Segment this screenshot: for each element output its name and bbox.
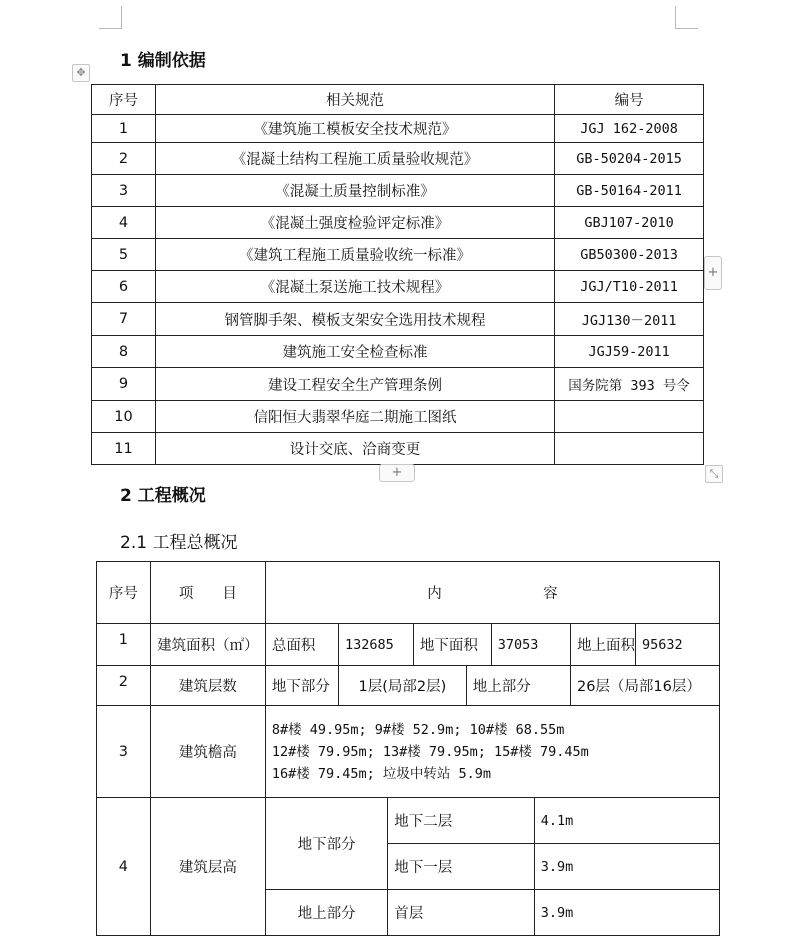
overview-header-row: [97, 562, 720, 624]
cell-label: 地上面积: [570, 624, 635, 666]
table-row: [97, 666, 720, 706]
row-item: 建筑檐高: [150, 706, 265, 798]
row-no: 6: [92, 271, 156, 303]
row-item: 建筑层高: [150, 798, 265, 936]
row-item: 建筑层数: [150, 666, 265, 706]
section-title-basis: 1 编制依据: [120, 51, 206, 71]
spec-name: 《混凝土强度检验评定标准》: [155, 207, 554, 239]
section-title-overview: 2 工程概况: [120, 486, 206, 506]
eave-heights: [265, 706, 719, 798]
cell-value: 3.9m: [534, 890, 719, 936]
row-no: 5: [92, 239, 156, 271]
spec-name: 《混凝土泵送施工技术规程》: [155, 271, 554, 303]
spec-name: 钢管脚手架、模板支架安全选用技术规程: [155, 303, 554, 336]
cell-label: 地下部分: [265, 798, 387, 890]
spec-name: 《混凝土质量控制标准》: [155, 175, 554, 207]
cell-value: 4.1m: [534, 798, 719, 844]
table-row: [97, 624, 720, 666]
cell-value: 26层（局部16层）: [570, 666, 719, 706]
header-code: 编号: [555, 85, 704, 115]
row-no: 1: [92, 115, 156, 143]
spec-code: GB50300-2013: [555, 239, 704, 271]
spec-code: [555, 401, 704, 433]
table-row: [92, 207, 704, 239]
add-row-icon[interactable]: +: [379, 464, 415, 482]
row-no: 3: [97, 706, 151, 798]
row-no: 1: [97, 624, 151, 666]
table-row: [92, 115, 704, 143]
cell-value: 132685: [339, 624, 414, 666]
table-row: [92, 143, 704, 175]
table-row: [92, 368, 704, 401]
row-no: 7: [92, 303, 156, 336]
spec-code: GB-50164-2011: [555, 175, 704, 207]
page-corner-mark-left: [99, 6, 122, 29]
row-no: 4: [97, 798, 151, 936]
spec-code: GB-50204-2015: [555, 143, 704, 175]
basis-header-row: [92, 85, 704, 115]
spec-name: 《混凝土结构工程施工质量验收规范》: [155, 143, 554, 175]
cell-value: 37053: [491, 624, 570, 666]
spec-code: GBJ107-2010: [555, 207, 704, 239]
table-row: [92, 239, 704, 271]
cell-value: 95632: [635, 624, 719, 666]
table-row: [97, 798, 720, 844]
spec-name: 《建筑施工模板安全技术规范》: [155, 115, 554, 143]
cell-value: 1层(局部2层): [339, 666, 467, 706]
add-column-icon[interactable]: +: [704, 256, 722, 290]
row-no: 4: [92, 207, 156, 239]
move-icon[interactable]: ✥: [72, 64, 90, 82]
row-item: 建筑面积（㎡）: [150, 624, 265, 666]
cell-label: 地下二层: [388, 798, 535, 844]
subsection-title: 2.1 工程总概况: [120, 533, 238, 553]
cell-label: 地下一层: [388, 844, 535, 890]
spec-code: JGJ130－2011: [555, 303, 704, 336]
table-row: [92, 303, 704, 336]
table-row: [92, 336, 704, 368]
cell-label: 地下面积: [413, 624, 491, 666]
table-row: [92, 175, 704, 207]
spec-name: 设计交底、洽商变更: [155, 433, 554, 465]
row-no: 10: [92, 401, 156, 433]
cell-label: 地上部分: [265, 890, 387, 936]
spec-code: JGJ/T10-2011: [555, 271, 704, 303]
cell-value: 3.9m: [534, 844, 719, 890]
spec-code: JGJ 162-2008: [555, 115, 704, 143]
page-corner-mark-right: [675, 6, 698, 29]
table-row: [92, 401, 704, 433]
row-no: 3: [92, 175, 156, 207]
table-row: [97, 706, 720, 798]
header-no: 序号: [92, 85, 156, 115]
header-spec: 相关规范: [155, 85, 554, 115]
cell-label: 地上部分: [466, 666, 570, 706]
spec-code: [555, 433, 704, 465]
resize-icon[interactable]: ⤡: [705, 465, 723, 483]
spec-name: 信阳恒大翡翠华庭二期施工图纸: [155, 401, 554, 433]
overview-table: [96, 561, 720, 936]
overview-header-no: 序号: [97, 562, 151, 624]
basis-table: [91, 84, 704, 465]
overview-header-content: 内 容: [265, 562, 719, 624]
cell-label: 总面积: [265, 624, 338, 666]
table-row: [92, 433, 704, 465]
eave-line: 16#楼 79.45m; 垃圾中转站 5.9m: [271, 765, 492, 782]
row-no: 2: [97, 666, 151, 706]
row-no: 11: [92, 433, 156, 465]
eave-line: 8#楼 49.95m; 9#楼 52.9m; 10#楼 68.55m: [271, 721, 565, 738]
table-row: [92, 271, 704, 303]
row-no: 9: [92, 368, 156, 401]
spec-name: 建设工程安全生产管理条例: [155, 368, 554, 401]
cell-label: 地下部分: [265, 666, 338, 706]
overview-header-item: 项 目: [150, 562, 265, 624]
spec-code: 国务院第 393 号令: [555, 368, 704, 401]
spec-name: 建筑施工安全检查标准: [155, 336, 554, 368]
spec-code: JGJ59-2011: [555, 336, 704, 368]
spec-name: 《建筑工程施工质量验收统一标准》: [155, 239, 554, 271]
eave-line: 12#楼 79.95m; 13#楼 79.95m; 15#楼 79.45m: [271, 743, 589, 760]
cell-label: 首层: [388, 890, 535, 936]
row-no: 2: [92, 143, 156, 175]
row-no: 8: [92, 336, 156, 368]
